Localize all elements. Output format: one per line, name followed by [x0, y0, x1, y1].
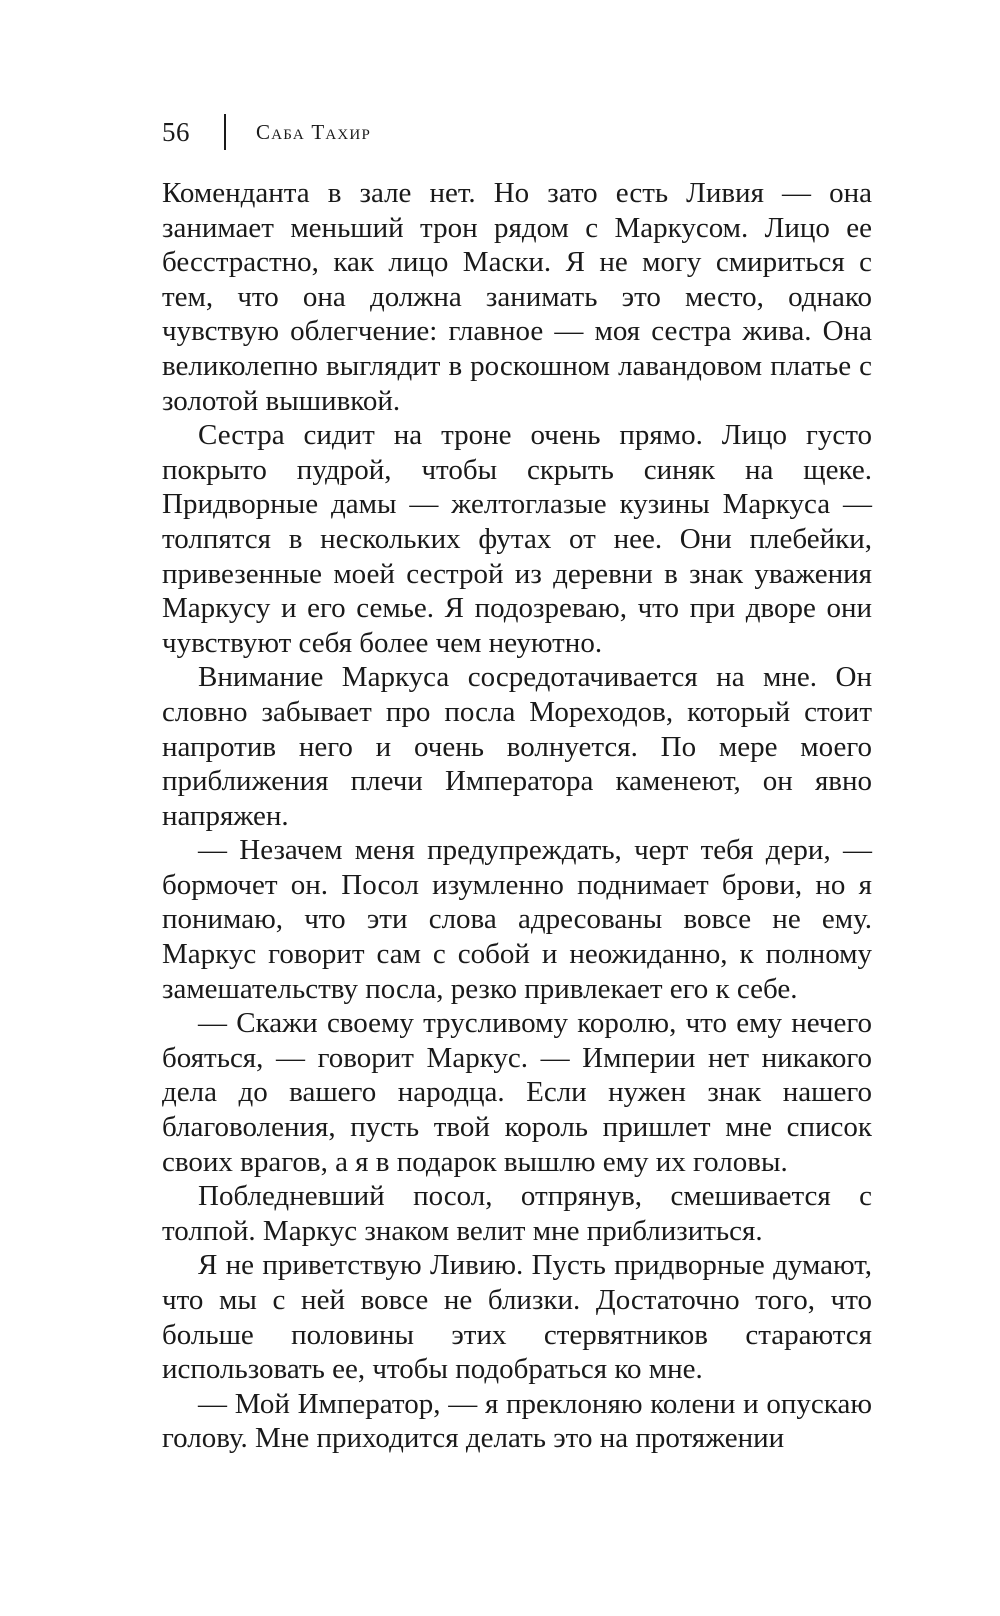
header-divider: [224, 114, 226, 150]
running-head: [162, 112, 371, 152]
paragraph: Я не приветствую Ливию. Пусть придворные думают, что мы с ней вовсе не близки. Достаточно того, что больше половины этих стервятников стараются использовать ее, чтобы подобраться ко мне.: [162, 1249, 872, 1386]
paragraph: Побледневший посол, отпрянув, смешивается с толпой. Маркус знаком велит мне приблизиться.: [162, 1180, 872, 1247]
paragraph: Коменданта в зале нет. Но зато есть Ливия — она занимает меньший трон рядом с Маркусом. Лицо ее бесстрастно, как лицо Маски. Я не могу смириться с тем, что она должна занимать это место, однако чувствую облегчение: главное — моя сестра жива. Она великолепно выглядит в роскошном лавандовом платье с золотой вышивкой.: [162, 177, 872, 417]
page-number: 56: [162, 117, 190, 147]
paragraph: Сестра сидит на троне очень прямо. Лицо густо покрыто пудрой, чтобы скрыть синяк на щеке. Придворные дамы — желтоглазые кузины Маркуса — толпятся в нескольких футах от нее. Они плебейки, привезенные моей сестрой из деревни в знак уважения Маркусу и его семье. Я подозреваю, что при дворе они чувствуют себя более чем неуютно.: [162, 419, 872, 659]
paragraph: Внимание Маркуса сосредотачивается на мне. Он словно забывает про посла Мореходов, который стоит напротив него и очень волнуется. По мере моего приближения плечи Императора каменеют, он явно напряжен.: [162, 661, 872, 832]
paragraph: — Мой Император, — я преклоняю колени и опускаю голову. Мне приходится делать это на протяжении: [162, 1387, 872, 1455]
body-text: [162, 176, 872, 1456]
paragraph: — Скажи своему трусливому королю, что ему нечего бояться, — говорит Маркус. — Империи нет никакого дела до вашего народца. Если нужен знак нашего благоволения, пусть твой король пришлет мне список своих врагов, а я в подарок вышлю ему их головы.: [162, 1007, 872, 1178]
author-name: Саба Тахир: [256, 120, 372, 144]
paragraph: — Незачем меня предупреждать, черт тебя дери, — бормочет он. Посол изумленно поднимает брови, но я понимаю, что эти слова адресованы вовсе не ему. Маркус говорит сам с собой и неожиданно, к полному замешательству посла, резко привлекает его к себе.: [162, 834, 872, 1005]
